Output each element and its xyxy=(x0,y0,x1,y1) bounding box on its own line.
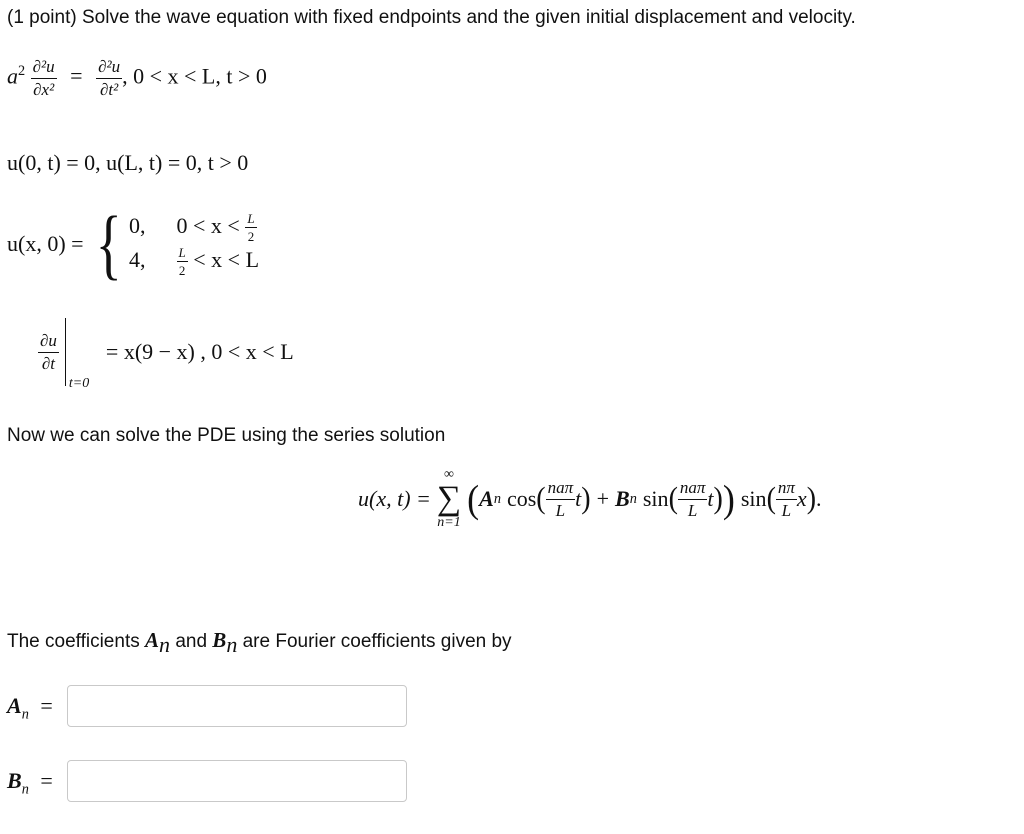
pde-coef-exp: 2 xyxy=(18,63,26,80)
pde-rhs-fraction xyxy=(96,58,122,99)
pde-domain: , 0 < x < L, t > 0 xyxy=(122,63,267,89)
evaluation-bar xyxy=(65,318,90,391)
coefficients-intro: The coefficients $A_n$ and $B_n$ are Fourier coefficients given by xyxy=(7,628,512,657)
series-solution: u(x, t) = ∞ ∑ n=1 ( A n cos ( $\frac{\text{naπ}}{L}$ t ) + B n sin ( $\frac{\text{naπ}}{L}$ t ) ) sin ( $\frac{n\pi}{L}$ x ) . xyxy=(358,467,822,530)
pde-lhs-den: ∂x² xyxy=(33,79,55,99)
case-2: 4, $\frac{L}{2}$ < x < L xyxy=(129,244,260,279)
initial-displacement xyxy=(7,200,260,287)
pde-rhs-num: ∂²u xyxy=(98,57,121,76)
pde-coef: a xyxy=(7,63,18,89)
series-lhs: u(x, t) = xyxy=(358,486,431,511)
summation: ∞ ∑ n=1 xyxy=(436,467,462,530)
pde-lhs-fraction xyxy=(31,58,57,99)
boundary-conditions: u(0, t) = 0, u(L, t) = 0, t > 0 xyxy=(7,150,249,175)
left-brace: { xyxy=(95,200,122,287)
case-1-fraction: $\frac{L}{2}$ xyxy=(247,210,255,245)
bn-input[interactable] xyxy=(67,760,407,802)
pde-equals: = xyxy=(70,63,83,89)
problem-intro: (1 point) Solve the wave equation with fixed endpoints and the given initial displacement and velocity. xyxy=(7,7,856,28)
displacement-lhs: u(x, 0) = xyxy=(7,231,84,256)
bn-label: $B_n$ = xyxy=(7,768,53,798)
eval-point: t=0 xyxy=(68,376,90,391)
piecewise-cases xyxy=(129,210,259,278)
pde-rhs-den: ∂t² xyxy=(99,79,119,99)
series-intro: Now we can solve the PDE using the series solution xyxy=(7,425,446,446)
initial-velocity xyxy=(38,318,294,391)
pde-lhs-num: ∂²u xyxy=(32,57,55,76)
an-input[interactable] xyxy=(67,685,407,727)
velocity-rhs: = x(9 − x) , 0 < x < L xyxy=(105,339,294,364)
an-label: $A_n$ = xyxy=(7,693,53,723)
wave-equation xyxy=(7,58,267,99)
case-2-fraction: $\frac{L}{2}$ xyxy=(178,244,186,279)
case-1: 0, 0 < x < $\frac{L}{2}$ xyxy=(129,210,255,245)
velocity-fraction: $\frac{\partial u}{\partial t}$ xyxy=(40,330,57,373)
